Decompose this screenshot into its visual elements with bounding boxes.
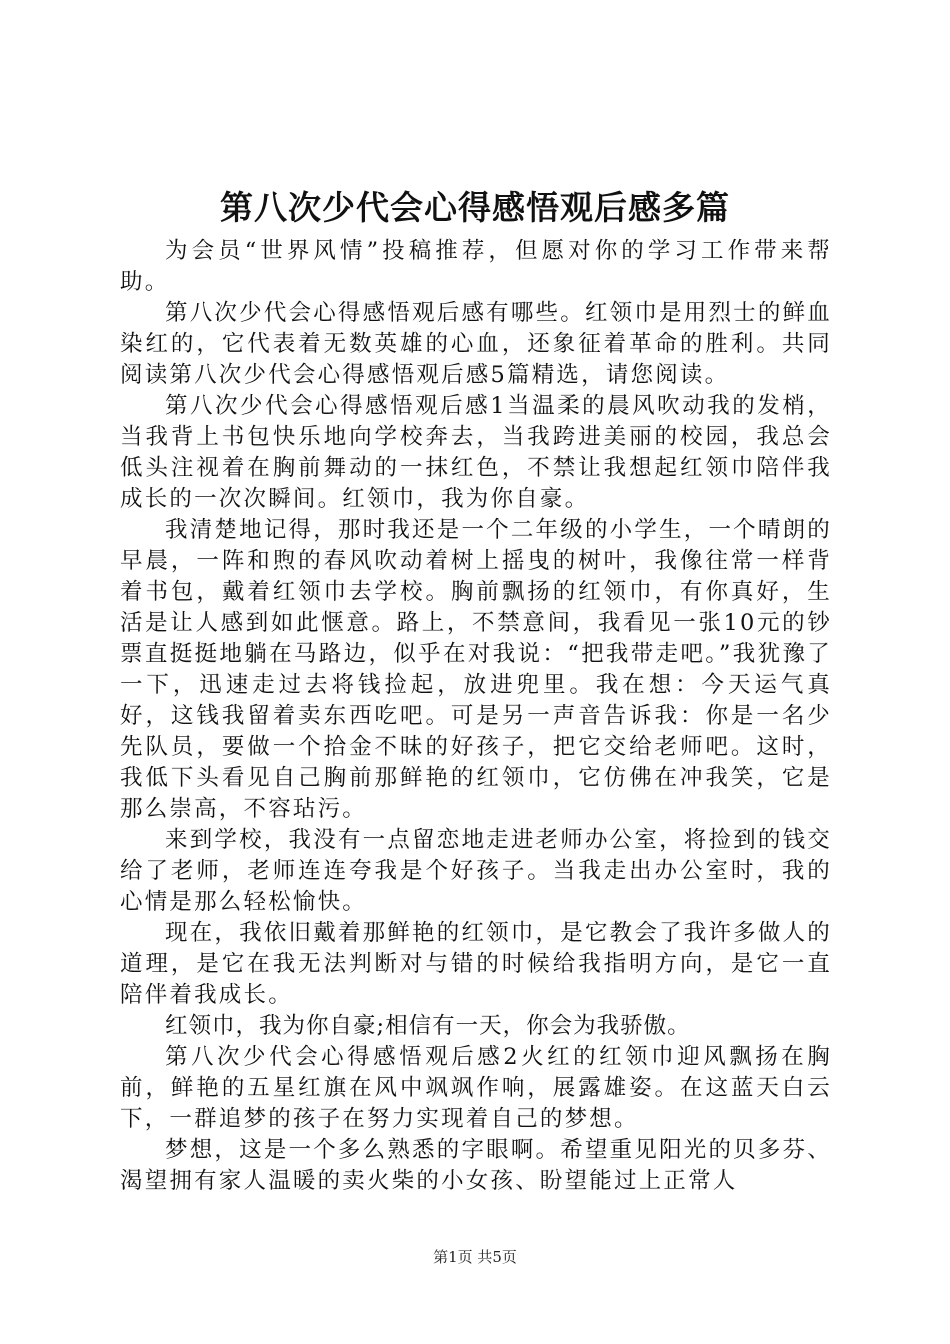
paragraph: 红领巾，我为你自豪;相信有一天，你会为我骄傲。 [165, 1013, 691, 1039]
paragraph: 第八次少代会心得感悟观后感2火红的红领巾迎风飘扬在胸前，鲜艳的五星红旗在风中飒飒作响，展露雄姿。在这蓝天白云下，一群追梦的孩子在努力实现着自己的梦想。 [120, 1044, 832, 1132]
document-title: 第八次少代会心得感悟观后感多篇 [220, 188, 730, 227]
document-body [120, 236, 832, 1197]
paragraph: 现在，我依旧戴着那鲜艳的红领巾，是它教会了我许多做人的道理，是它在我无法判断对与错的时候给我指明方向，是它一直陪伴着我成长。 [120, 920, 832, 1008]
paragraph: 来到学校，我没有一点留恋地走进老师办公室，将捡到的钱交给了老师，老师连连夸我是个好孩子。当我走出办公室时，我的心情是那么轻松愉快。 [120, 827, 832, 915]
paragraph: 梦想，这是一个多么熟悉的字眼啊。希望重见阳光的贝多芬、渴望拥有家人温暖的卖火柴的小女孩、盼望能过上正常人 [120, 1137, 832, 1194]
paragraph: 第八次少代会心得感悟观后感有哪些。红领巾是用烈士的鲜血染红的，它代表着无数英雄的心血，还象征着革命的胜利。共同阅读第八次少代会心得感悟观后感5篇精选，请您阅读。 [120, 300, 832, 388]
paragraph: 为会员“世界风情”投稿推荐，但愿对你的学习工作带来帮助。 [120, 238, 832, 295]
page-number-footer: 第1页 共5页 [433, 1248, 517, 1266]
paragraph: 我清楚地记得，那时我还是一个二年级的小学生，一个晴朗的早晨，一阵和煦的春风吹动着树上摇曳的树叶，我像往常一样背着书包，戴着红领巾去学校。胸前飘扬的红领巾，有你真好，生活是让人感到如此惬意。路上，不禁意间，我看见一张10元的钞票直挺挺地躺在马路边，似乎在对我说：“把我带走吧。”我犹豫了一下，迅速走过去将钱捡起，放进兜里。我在想：今天运气真好，这钱我留着卖东西吃吧。可是另一声音告诉我：你是一名少先队员，要做一个拾金不昧的好孩子，把它交给老师吧。这时，我低下头看见自己胸前那鲜艳的红领巾，它仿佛在冲我笑，它是那么崇高，不容玷污。 [120, 517, 832, 822]
paragraph: 第八次少代会心得感悟观后感1当温柔的晨风吹动我的发梢，当我背上书包快乐地向学校奔去，当我跨进美丽的校园，我总会低头注视着在胸前舞动的一抹红色，不禁让我想起红领巾陪伴我成长的一次次瞬间。红领巾，我为你自豪。 [120, 393, 832, 512]
